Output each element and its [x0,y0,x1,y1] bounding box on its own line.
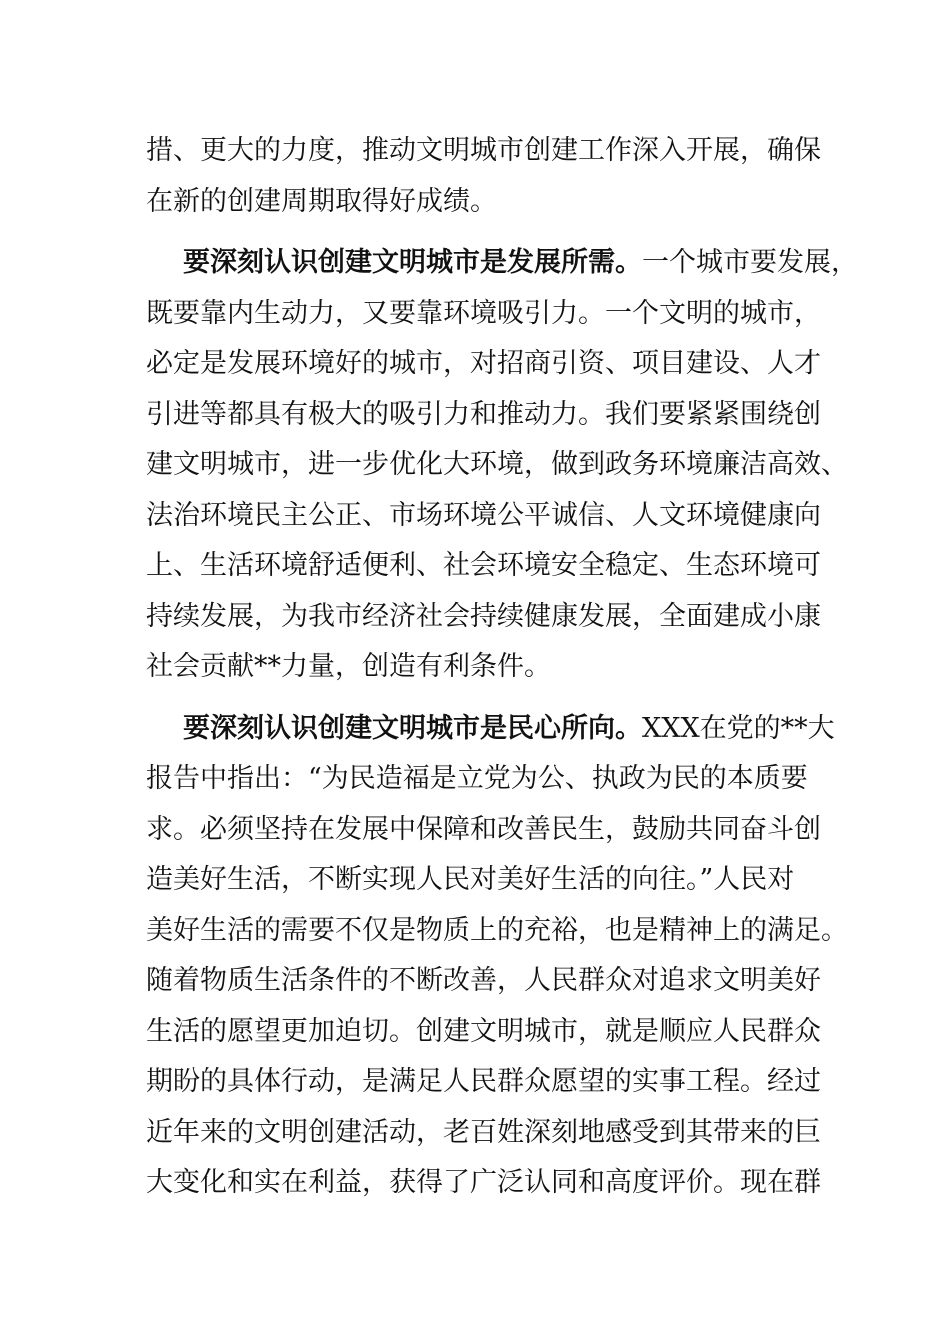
text-line: 大变化和实在利益，获得了广泛认同和高度评价。现在群 [146,1167,821,1198]
paragraph-public-will [146,704,848,1209]
text-line: 建文明城市，进一步优化大环境，做到政务环境廉洁高效、 [146,449,848,480]
text-line: 求。必须坚持在发展中保障和改善民生，鼓励共同奋斗创 [146,813,821,845]
text-line [146,704,835,755]
text-line: 近年来的文明创建活动，老百姓深刻地感受到其带来的巨 [146,1116,821,1148]
paragraph-development [146,238,858,693]
text-line: 法治环境民主公正、市场环境公平诚信、人文环境健康向 [146,499,821,531]
paragraph-heading: 要深刻认识创建文明城市是民心所向。 [183,712,642,744]
document-body [146,126,858,1209]
text-line: 生活的愿望更加迫切。创建文明城市，就是顺应人民群众 [146,1015,821,1047]
text-line: 引进等都具有极大的吸引力和推动力。我们要紧紧围绕创 [146,398,821,430]
text-line: 措、更大的力度，推动文明城市创建工作深入开展，确保 [146,135,821,166]
text-line: 上、生活环境舒适便利、社会环境安全稳定、生态环境可 [146,550,821,581]
text-line: 报告中指出：“为民造福是立党为公、执政为民的本质要 [146,763,808,794]
text-line [146,238,858,289]
text-line: 期盼的具体行动，是满足人民群众愿望的实事工程。经过 [146,1066,821,1097]
text-line: 必定是发展环境好的城市，对招商引资、项目建设、人才 [146,348,821,379]
paragraph-continuation [146,126,826,227]
text-line: 在新的创建周期取得好成绩。 [146,185,497,217]
text-line: 随着物质生活条件的不断改善，人民群众对追求文明美好 [146,965,821,996]
text-line: 既要靠内生动力，又要靠环境吸引力。一个文明的城市， [146,297,821,329]
text-line: 美好生活的需要不仅是物质上的充裕，也是精神上的满足。 [146,914,848,946]
paragraph-heading: 要深刻认识创建文明城市是发展所需。 [183,247,642,278]
text-line: 社会贡献**力量，创造有利条件。 [146,651,551,682]
text-line: 造美好生活，不断实现人民对美好生活的向往。”人民对 [146,864,795,895]
heading-line-rest: 一个城市要发展， [642,247,858,278]
heading-line-rest: XXX在党的**大 [642,712,835,744]
text-line: 持续发展，为我市经济社会持续健康发展，全面建成小康 [146,600,821,632]
